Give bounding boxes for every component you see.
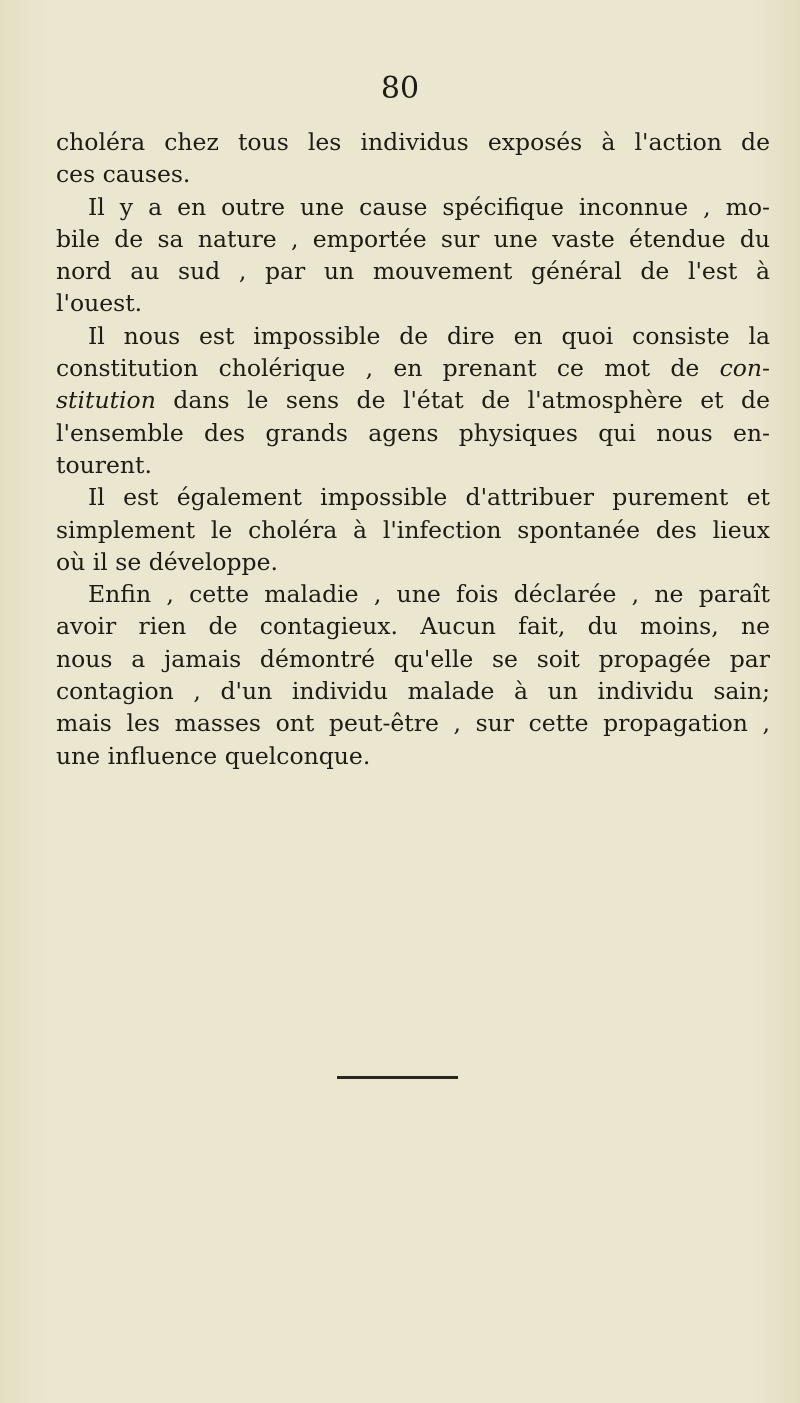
text-line: avoir rien de contagieux. Aucun fait, du moins, ne [56, 612, 770, 641]
text-line: où il se développe. [56, 547, 278, 576]
text-line: tourent. [56, 450, 152, 479]
text-line: ces causes. [56, 160, 191, 189]
page-number: 80 [380, 71, 420, 106]
text-segment: dans le sens de l'état de l'atmosphère et de [155, 386, 770, 415]
text-line: l'ensemble des grands agens physiques qui nous en- [56, 418, 770, 447]
text-line: mais les masses ont peut-être , sur cette propagation , [56, 709, 770, 738]
section-rule [337, 1076, 458, 1079]
text-line: Il nous est impossible de dire en quoi consiste la [88, 321, 770, 350]
text-line [56, 384, 770, 416]
text-line: une influence quelconque. [56, 741, 371, 770]
text-segment: constitution cholérique , en prenant ce mot de [56, 354, 720, 383]
text-line: Enfin , cette maladie , une fois déclarée , ne paraît [88, 580, 770, 609]
text-line [56, 352, 770, 384]
italic-text: con- [719, 354, 770, 383]
text-line: l'ouest. [56, 289, 143, 318]
body-text [56, 126, 770, 772]
text-line: Il y a en outre une cause spécifique inconnue , mo- [88, 192, 770, 221]
text-line: nord au sud , par un mouvement général de l'est à [56, 257, 770, 286]
text-line: choléra chez tous les individus exposés à l'action de [56, 128, 770, 156]
text-line: contagion , d'un individu malade à un individu sain; [56, 677, 770, 706]
text-line: nous a jamais démontré qu'elle se soit propagée par [56, 644, 770, 673]
text-line: Il est également impossible d'attribuer purement et [88, 483, 770, 512]
italic-text: stitution [56, 386, 156, 415]
text-line: bile de sa nature , emportée sur une vaste étendue du [56, 224, 770, 253]
text-line: simplement le choléra à l'infection spontanée des lieux [56, 515, 770, 544]
